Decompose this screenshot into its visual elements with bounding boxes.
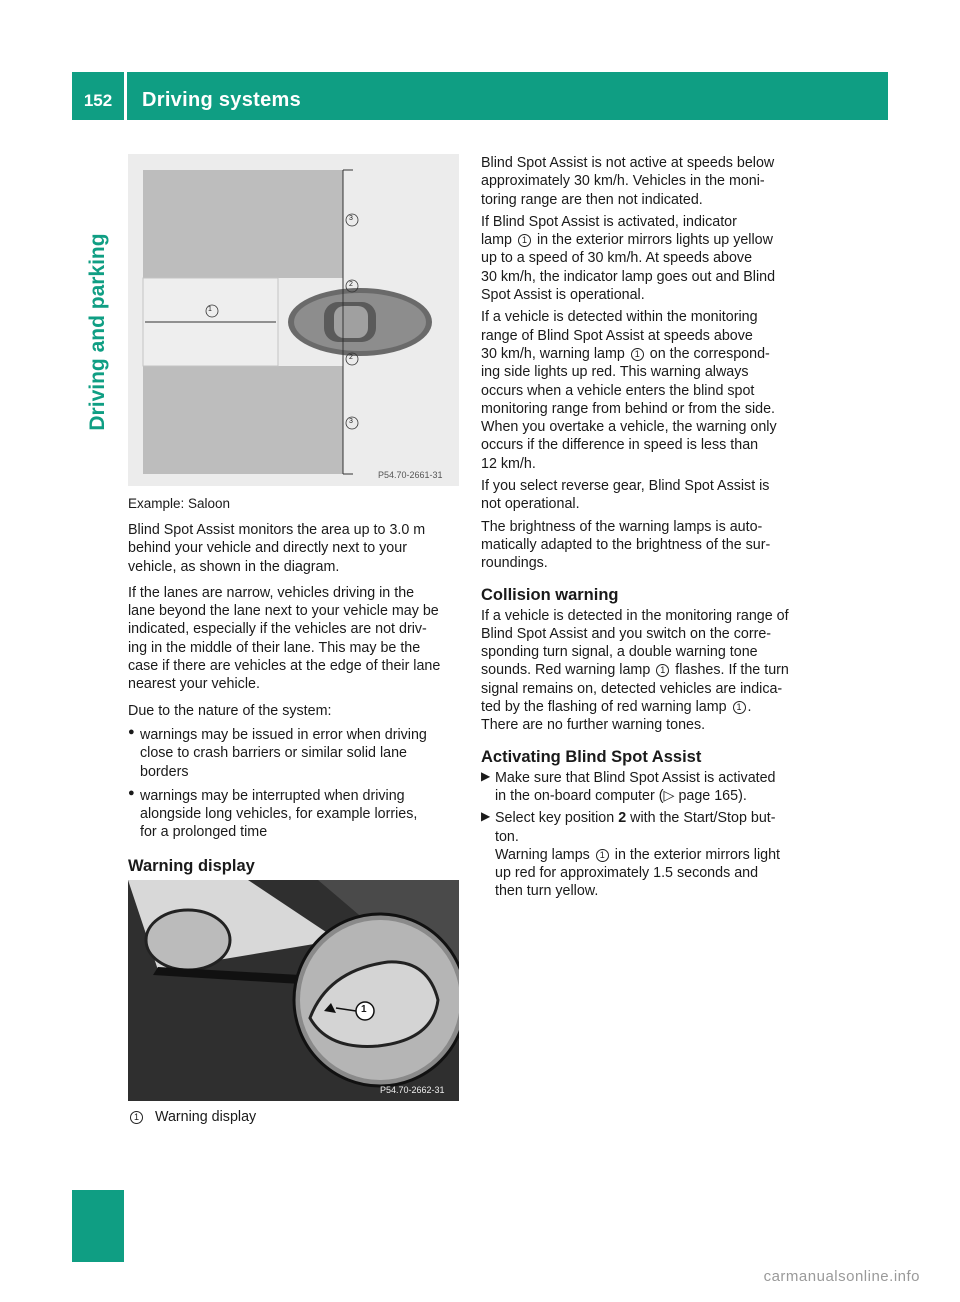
step2-line: Warning lamps 1 in the exterior mirrors light [495,846,781,863]
para1-line: behind your vehicle and directly next to your [128,540,407,557]
r-c-line: ted by the flashing of red warning lamp 1 . [481,699,752,716]
zone-top [143,170,343,278]
r-p3-line: When you overtake a vehicle, the warning only [481,419,777,436]
r-p3-line: occurs if the difference in speed is less than [481,437,759,454]
circle-number-icon: 1 [631,348,644,361]
r-c-line: signal remains on, detected vehicles are indica- [481,680,783,697]
photo-marker: 1 [361,1004,367,1015]
step-arrow-icon: ▶ [481,768,491,783]
diagram-marker-3a: 3 [349,215,353,222]
r-p3-line: monitoring range from behind or from the side. [481,400,776,417]
para1-line: vehicle, as shown in the diagram. [128,558,340,575]
diagram-marker-1: 1 [208,306,212,313]
bullet2-line: for a prolonged time [140,824,268,841]
r-p5-line: matically adapted to the brightness of the sur- [481,536,771,553]
para2-line: If the lanes are narrow, vehicles driving in the [128,584,415,601]
left-column [128,495,460,876]
circle-number-icon: 1 [733,701,746,714]
diagram-marker-3b: 3 [349,418,353,425]
step2-line: ton. [495,828,519,845]
zone-bottom [143,366,343,474]
r-p3-line: occurs when a vehicle enters the blind spot [481,382,755,399]
r-c-line: sounds. Red warning lamp 1 flashes. If the turn [481,662,789,679]
r-p2-line: lamp 1 in the exterior mirrors lights up yellow [481,232,773,249]
para2-line: ing in the middle of their lane. This may be the [128,639,421,656]
blind-spot-diagram [128,154,459,486]
r-c-line: If a vehicle is detected in the monitoring range of [481,607,789,624]
r-p1-line: toring range are then not indicated. [481,191,703,208]
r-p3-line: ing side lights up red. This warning always [481,364,749,381]
r-c-line: Blind Spot Assist and you switch on the corre- [481,625,772,642]
r-p1-line: Blind Spot Assist is not active at speeds below [481,155,775,171]
para2-line: indicated, especially if the vehicles are not driv- [128,621,427,638]
step2-line: then turn yellow. [495,883,599,900]
photo-caption-text: Warning display [154,1109,257,1125]
diagram-marker-2a: 2 [349,281,353,288]
r-p3-line: If a vehicle is detected within the monitoring [481,309,758,326]
r-p2-line: up to a speed of 30 km/h. At speeds above [481,250,753,267]
right-column [481,154,813,901]
bullet2-line: warnings may be interrupted when driving [140,787,405,804]
r-p2-line: If Blind Spot Assist is activated, indicator [481,213,737,230]
para2-line: case if there are vehicles at the edge of their lane [128,658,441,675]
step-arrow-icon: ▶ [481,809,491,824]
side-tab-label: Driving and parking [86,233,109,431]
header-divider [124,72,127,120]
para3: Due to the nature of the system: [128,702,332,719]
r-p4-line: If you select reverse gear, Blind Spot Assist is [481,478,770,495]
r-p3-line: 30 km/h, warning lamp 1 on the correspond- [481,345,770,362]
para2-line: lane beyond the lane next to your vehicle may be [128,603,439,620]
bullet1-line: borders [140,763,189,780]
r-p1-line: approximately 30 km/h. Vehicles in the moni- [481,173,765,190]
circle-number-icon: 1 [656,664,669,677]
photo-code: P54.70-2662-31 [380,1085,445,1095]
r-p5-line: roundings. [481,555,548,572]
circle-number-icon: 1 [596,849,609,862]
step1-line: Make sure that Blind Spot Assist is activated [495,769,776,786]
car-icon [288,288,432,356]
r-p4-line: not operational. [481,496,580,513]
circle-number-icon: 1 [130,1111,143,1124]
page-number: 152 [83,91,113,110]
para1-line: Blind Spot Assist monitors the area up to 3.0 m [128,522,426,538]
r-p3-line: 12 km/h. [481,455,536,472]
diagram-code: P54.70-2661-31 [378,470,443,480]
bullet2-line: alongside long vehicles, for example lorries, [140,806,418,823]
bullet-icon: ● [128,725,135,738]
mirror-photo [128,880,459,1101]
bullet1-line: warnings may be issued in error when driving [140,726,427,743]
section-title: Driving systems [142,89,302,111]
r-c-line: There are no further warning tones. [481,717,706,734]
heading-activating: Activating Blind Spot Assist [481,747,702,766]
side-tab [72,120,124,540]
r-p2-line: 30 km/h, the indicator lamp goes out and Blind [481,268,776,285]
diagram-caption: Example: Saloon [128,496,231,511]
photo-caption [128,1108,256,1126]
watermark: carmanualsonline.info [763,1268,920,1285]
diagram-marker-2b: 2 [349,354,353,361]
r-p5-line: The brightness of the warning lamps is auto- [481,518,763,535]
step2-line: up red for approximately 1.5 seconds and [495,865,759,882]
page-ref-icon: ▷ [663,787,675,804]
r-p3-line: range of Blind Spot Assist at speeds above [481,327,753,344]
step2-line: Select key position 2 with the Start/Stop but- [495,810,776,827]
heading-warning-display: Warning display [128,856,255,875]
header-bar [72,72,888,120]
step1-line: in the on-board computer (▷ page 165). [495,787,747,804]
para2-line: nearest your vehicle. [128,676,260,693]
bullet1-line: close to crash barriers or similar solid lane [140,745,407,762]
r-p2-line: Spot Assist is operational. [481,287,645,304]
bullet-icon: ● [128,786,135,799]
heading-collision-warning: Collision warning [481,585,619,604]
r-c-line: sponding turn signal, a double warning tone [481,644,758,661]
side-block [72,1190,124,1262]
circle-number-icon: 1 [518,234,531,247]
